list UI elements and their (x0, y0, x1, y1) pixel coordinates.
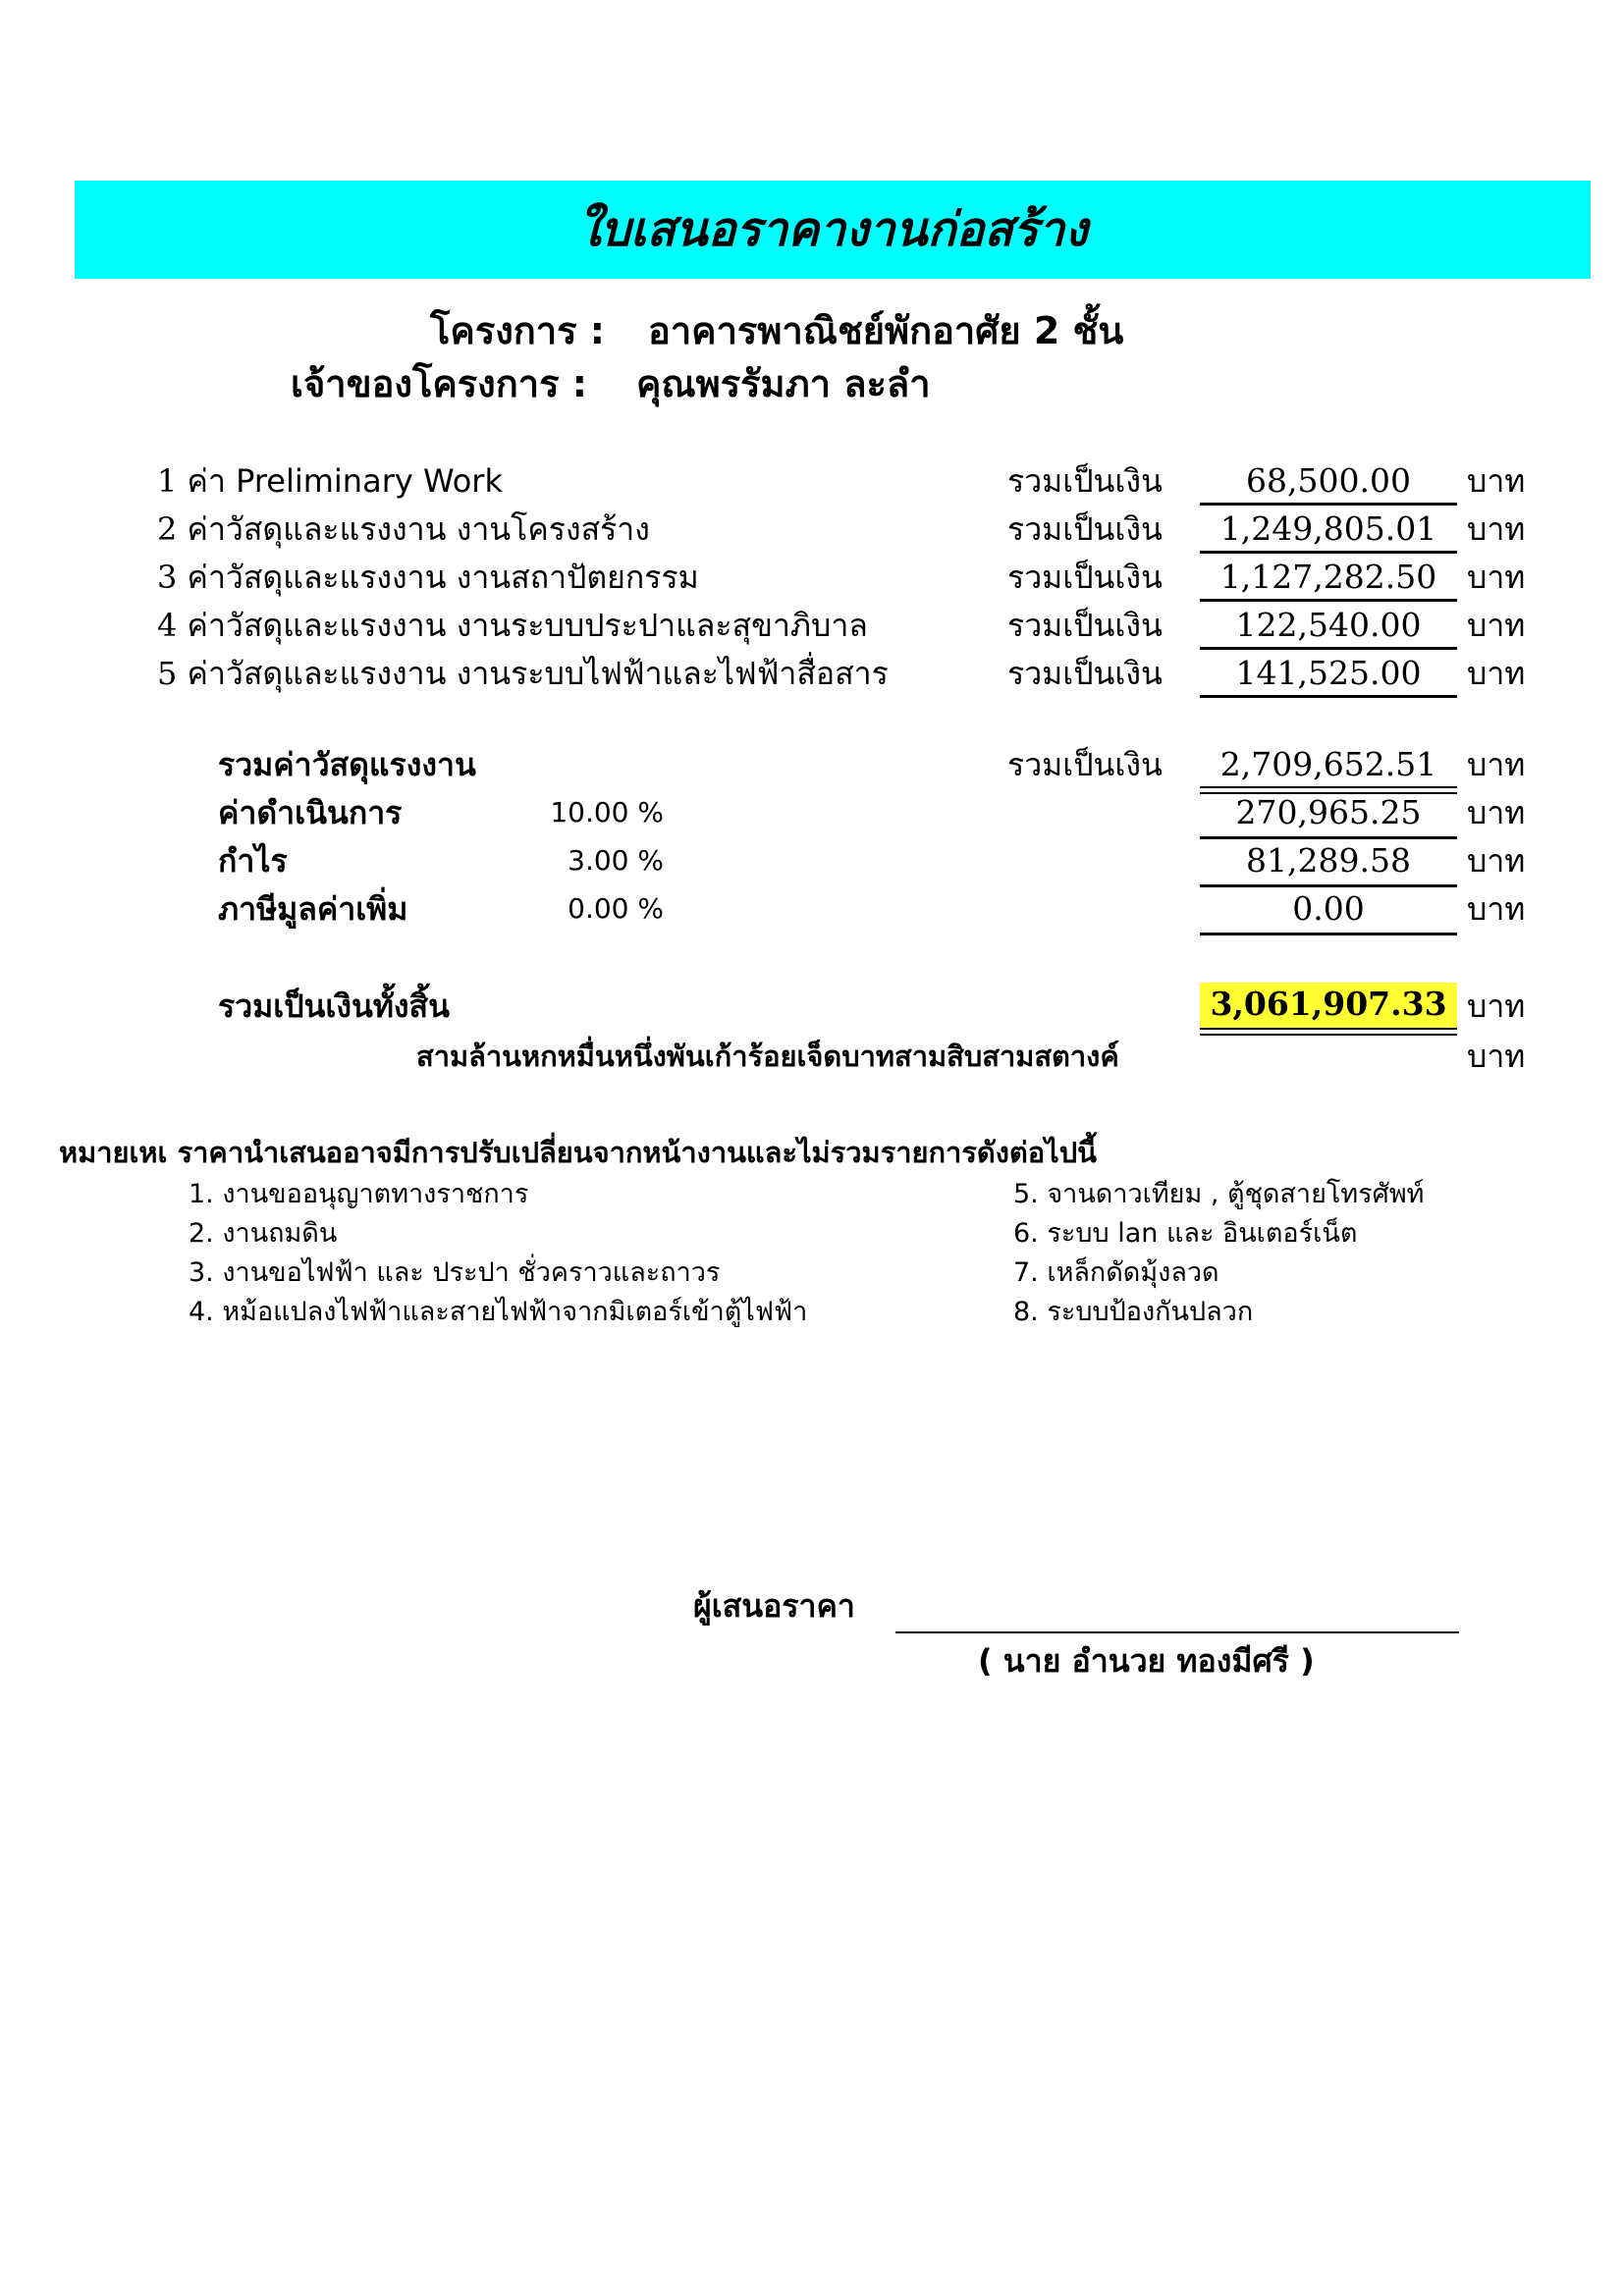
item-unit: บาท (1467, 655, 1526, 692)
project-name: อาคารพาณิชย์พักอาศัย 2 ชั้น (648, 309, 1124, 352)
grand-total-amount: 3,061,907.33 (1200, 983, 1457, 1028)
amount-underline (1200, 647, 1457, 650)
signature-line (895, 1631, 1459, 1633)
profit-unit: บาท (1467, 842, 1526, 880)
item-sum-label: รวมเป็นเงิน (1007, 462, 1163, 500)
amount-underline (1200, 503, 1457, 506)
item-unit: บาท (1467, 559, 1526, 596)
material-labor-unit: บาท (1467, 746, 1526, 783)
amount-underline (1200, 695, 1457, 698)
list-item (157, 652, 889, 695)
item-amount: 141,525.00 (1235, 654, 1422, 692)
list-item (157, 459, 503, 503)
operation-unit: บาท (1467, 794, 1526, 831)
title-banner (75, 181, 1591, 279)
material-labor-label: รวมค่าวัสดุแรงงาน (218, 746, 476, 783)
signature-label: ผู้เสนอราคา (693, 1587, 855, 1625)
item-number: 2 (157, 510, 178, 548)
item-number: 1 (157, 462, 178, 500)
amount-underline (1200, 933, 1457, 935)
list-item: 4. หม้อแปลงไฟฟ้าและสายไฟฟ้าจากมิเตอร์เข้าตู้ไฟฟ้า (189, 1297, 808, 1327)
notes-heading-text: ราคานำเสนออาจมีการปรับเปลี่ยนจากหน้างานและไม่รวมรายการดังต่อไปนี้ (177, 1136, 1097, 1169)
item-number: 4 (157, 607, 178, 644)
material-labor-amount: 2,709,652.51 (1219, 745, 1437, 783)
item-label: ค่าวัสดุและแรงงาน งานโครงสร้าง (187, 510, 650, 548)
vat-unit: บาท (1467, 890, 1526, 928)
item-unit: บาท (1467, 462, 1526, 500)
list-item (157, 604, 868, 647)
list-item: 6. ระบบ lan และ อินเตอร์เน็ต (1013, 1218, 1358, 1249)
item-label: ค่าวัสดุและแรงงาน งานระบบไฟฟ้าและไฟฟ้าสื่อสาร (187, 655, 889, 692)
vat-percent: 0.00 % (568, 892, 664, 925)
item-amount: 68,500.00 (1246, 461, 1411, 500)
item-amount: 1,127,282.50 (1219, 558, 1437, 596)
item-label: ค่าวัสดุและแรงงาน งานสถาปัตยกรรม (187, 559, 699, 596)
item-unit: บาท (1467, 510, 1526, 548)
operation-label: ค่าดำเนินการ (218, 794, 403, 831)
notes-prefix: หมายเหเ (59, 1136, 168, 1169)
item-label: ค่า Preliminary Work (187, 462, 503, 500)
signer-name: ( นาย อำนวย ทองมีศรี ) (978, 1642, 1315, 1680)
amount-in-words: สามล้านหกหมื่นหนึ่งพันเก้าร้อยเจ็ดบาทสามสิบสามสตางค์ (416, 1040, 1119, 1073)
item-label: ค่าวัสดุและแรงงาน งานระบบประปาและสุขาภิบาล (187, 607, 868, 644)
operation-percent: 10.00 % (550, 796, 664, 828)
document-title: ใบเสนอราคางานก่อสร้าง (577, 202, 1088, 257)
owner-label: เจ้าของโครงการ : (291, 362, 587, 405)
amount-underline (1200, 599, 1457, 602)
item-amount: 122,540.00 (1235, 606, 1422, 644)
list-item: 2. งานถมดิน (189, 1218, 338, 1249)
item-sum-label: รวมเป็นเงิน (1007, 510, 1163, 548)
owner-name: คุณพรรัมภา ละลำ (636, 362, 931, 405)
list-item (157, 507, 650, 551)
operation-amount: 270,965.25 (1235, 793, 1422, 831)
item-sum-label: รวมเป็นเงิน (1007, 655, 1163, 692)
item-amount: 1,249,805.01 (1219, 509, 1437, 548)
list-item: 5. จานดาวเทียม , ตู้ชุดสายโทรศัพท์ (1013, 1179, 1425, 1209)
grand-total-label: รวมเป็นเงินทั้งสิ้น (218, 988, 450, 1025)
notes-heading (59, 1131, 1097, 1174)
material-labor-sum-label: รวมเป็นเงิน (1007, 746, 1163, 783)
list-item: 8. ระบบป้องกันปลวก (1013, 1297, 1254, 1327)
words-unit: บาท (1467, 1038, 1526, 1075)
list-item (157, 556, 699, 599)
list-item: 7. เหล็กดัดมุ้งลวด (1013, 1257, 1219, 1288)
item-unit: บาท (1467, 607, 1526, 644)
grand-total-unit: บาท (1467, 988, 1526, 1025)
item-number: 5 (157, 655, 178, 692)
project-label: โครงการ : (430, 309, 605, 352)
item-sum-label: รวมเป็นเงิน (1007, 559, 1163, 596)
list-item: 3. งานขอไฟฟ้า และ ประปา ชั่วคราวและถาวร (189, 1257, 721, 1288)
profit-percent: 3.00 % (568, 844, 664, 877)
profit-label: กำไร (218, 842, 288, 880)
profit-amount: 81,289.58 (1246, 841, 1411, 880)
vat-label: ภาษีมูลค่าเพิ่ม (218, 890, 408, 928)
vat-amount: 0.00 (1292, 889, 1365, 928)
amount-double-underline (1200, 1028, 1457, 1036)
amount-underline (1200, 551, 1457, 554)
list-item: 1. งานขออนุญาตทางราชการ (189, 1179, 529, 1209)
item-number: 3 (157, 559, 178, 596)
item-sum-label: รวมเป็นเงิน (1007, 607, 1163, 644)
